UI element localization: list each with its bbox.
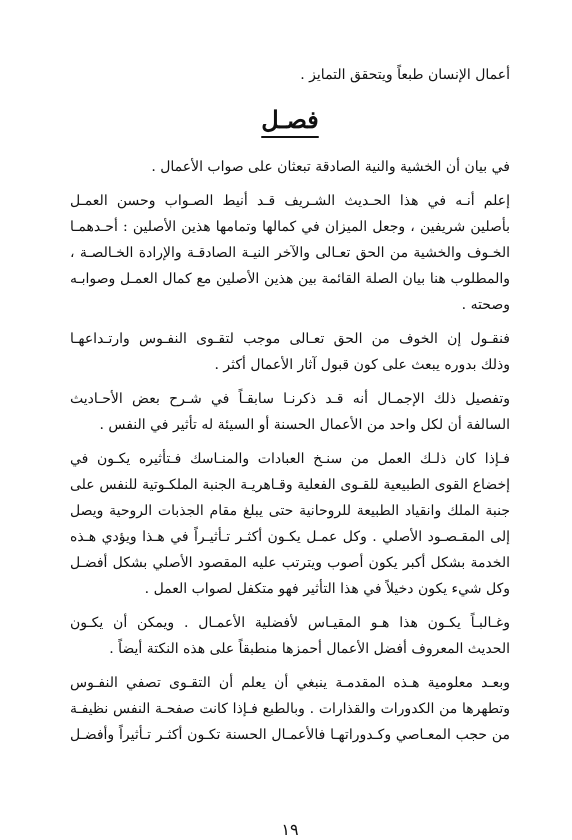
paragraph-line: السالفة أن لكل واحد من الأعمال الحسنة أو السيئة له تأثير في النفس .	[99, 417, 510, 433]
paragraph-line: وذلك بدوره يبعث على كون قبول آثار الأعمال أكثر .	[214, 357, 510, 373]
paragraph-5	[70, 610, 510, 662]
paragraph-line: من حجب المعـاصي وكـدوراتهـا فالأعمـال الحسنة تكـون أكثـر تـأثيراً وأفضـل	[70, 727, 510, 743]
paragraph-line: وصحته .	[461, 297, 510, 313]
paragraph-line: وتفصيل ذلك الإجمـال أنه قـد ذكرنـا سابقـاً في شـرح بعض الأحـاديث	[70, 391, 510, 407]
paragraph-line: إعلم أنـه في هذا الحـديث الشـريف قـد أنيط الصـواب وحسن العمـل	[70, 193, 510, 209]
paragraph-line: والمطلوب هنا بيان الصلة القائمة بين هذين الأصلين مع كمال العمـل وصوابـه	[70, 271, 510, 287]
paragraph-line: إخضاع القوى الطبيعية للقـوى الفعلية وقـاهريـة الجنبة الملكـوتية للنفس على	[70, 477, 510, 493]
paragraph-line: الخدمة بشكل أكبر يكون أصوب ويترتب عليه المقصود الأصلي بشكل أفضـل	[70, 555, 510, 571]
paragraph-4	[70, 446, 510, 602]
paragraph-line: وتطهرها من الكدورات والقذارات . وبالطبع فـإذا كانت صفحـة النفس نظيفـة	[70, 701, 510, 717]
paragraph-line: وكل شيء يكون دخيلاً في هذا التأثير فهو متكفل لصواب العمل .	[144, 581, 510, 597]
page-body	[70, 62, 510, 839]
paragraph-line: جنبة الملك وانقياد الطبيعة للروحانية حتى يبلغ مقام الجذبات الروحية ويصل	[70, 503, 510, 519]
intro-line: أعمال الإنسان طبعاً ويتحقق التمايز .	[300, 67, 510, 83]
paragraph-line: الحديث المعروف أفضل الأعمال أحمزها منطبقاً على هذه النكتة أيضاً .	[109, 641, 510, 657]
paragraph-line: وغـالبـاً يكـون هذا هـو المقيـاس لأفضلية الأعمـال . ويمكن أن يكـون	[70, 615, 510, 631]
paragraph-line: فنقـول إن الخوف من الحق تعـالى موجب لتقـوى النفـوس وارتـداعهـا	[70, 331, 510, 347]
section-heading: فصـل	[261, 105, 319, 134]
paragraph-line: بأصلين شريفين ، وجعل الميزان في كمالها وتمامها هذين الأصلين : أحـدهمـا	[70, 219, 510, 235]
paragraph-line: الخـوف والخشية من الحق تعـالى والآخر النيـة الصادقـة والإرادة الخـالصـة ،	[70, 245, 510, 261]
paragraph-line: إلى المقـصـود الأصلي . وكل عمـل يكـون أكثـر تـأثيـراً في هـذا ويؤدي هـذه	[70, 529, 510, 545]
paragraph-line: فـإذا كان ذلـك العمل من سنـخ العبادات والمنـاسك فـتأثيره يكـون في	[70, 451, 510, 467]
page-number: ١٩	[281, 820, 299, 839]
paragraph-6	[70, 670, 510, 748]
section-subtitle: في بيان أن الخشية والنية الصادقة تبعثان على صواب الأعمال .	[151, 159, 510, 175]
paragraph-3	[70, 386, 510, 438]
paragraph-1	[70, 188, 510, 318]
paragraph-line: وبعـد معلومية هـذه المقدمـة ينبغي أن يعلم أن التقـوى تصفي النفـوس	[70, 675, 510, 691]
paragraph-2	[70, 326, 510, 378]
